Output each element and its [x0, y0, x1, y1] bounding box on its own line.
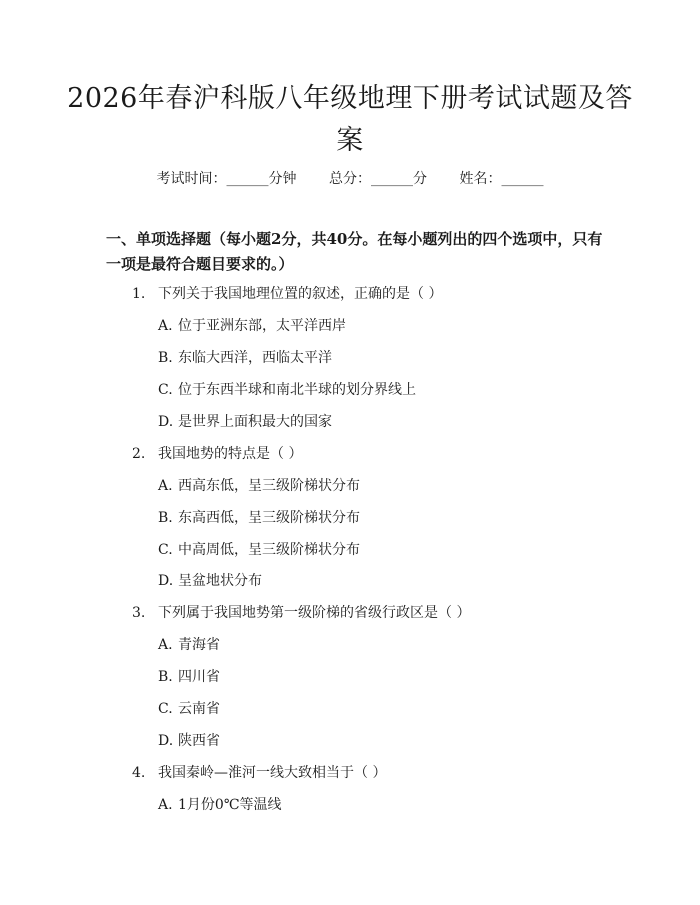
option-letter: D.: [158, 573, 174, 589]
question-number: 2.: [132, 446, 146, 462]
question-3: [132, 602, 470, 622]
question-4: [132, 762, 386, 782]
option-letter: A.: [158, 318, 173, 334]
question-text: 我国地势的特点是（ ）: [158, 446, 303, 462]
option-letter: D.: [158, 733, 174, 749]
question-text: 我国秦岭—淮河一线大致相当于（ ）: [158, 765, 387, 781]
option-letter: A.: [158, 637, 173, 653]
question-3-option-b: [158, 666, 220, 686]
question-1-option-b: [158, 347, 332, 367]
option-letter: B.: [158, 510, 173, 526]
question-number: 4.: [132, 765, 146, 781]
option-text: 呈盆地状分布: [178, 573, 262, 589]
question-1: [132, 283, 442, 303]
question-3-option-d: [158, 730, 220, 750]
exam-info-line: [0, 168, 700, 188]
option-text: 1月份0℃等温线: [178, 797, 282, 813]
option-text: 四川省: [178, 669, 220, 685]
option-text: 是世界上面积最大的国家: [178, 414, 332, 430]
option-letter: C.: [158, 542, 173, 558]
question-1-option-d: [158, 411, 332, 431]
question-number: 3.: [132, 605, 146, 621]
question-3-option-c: [158, 698, 220, 718]
option-text: 西高东低，呈三级阶梯状分布: [178, 478, 360, 494]
option-letter: A.: [158, 797, 173, 813]
student-name-field: 姓名：______: [459, 171, 544, 187]
option-letter: C.: [158, 701, 173, 717]
option-text: 位于亚洲东部，太平洋西岸: [178, 318, 346, 334]
question-1-option-a: [158, 315, 346, 335]
total-score-field: 总分：______分: [329, 171, 427, 187]
option-text: 青海省: [178, 637, 220, 653]
option-letter: B.: [158, 669, 173, 685]
question-2-option-c: [158, 539, 360, 559]
question-3-option-a: [158, 634, 220, 654]
section-heading: 一、单项选择题（每小题2分，共40分。在每小题列出的四个选项中，只有一项是最符合题目要求的。）: [106, 230, 603, 273]
option-text: 东临大西洋，西临太平洋: [178, 350, 332, 366]
option-letter: D.: [158, 414, 174, 430]
option-text: 云南省: [178, 701, 220, 717]
option-letter: C.: [158, 382, 173, 398]
question-2: [132, 443, 302, 463]
question-2-option-b: [158, 507, 360, 527]
exam-time-field: 考试时间：______分钟: [156, 171, 297, 187]
question-text: 下列属于我国地势第一级阶梯的省级行政区是（ ）: [158, 605, 471, 621]
option-text: 东高西低，呈三级阶梯状分布: [178, 510, 360, 526]
question-text: 下列关于我国地理位置的叙述，正确的是（ ）: [158, 286, 443, 302]
question-1-option-c: [158, 379, 416, 399]
option-text: 位于东西半球和南北半球的划分界线上: [178, 382, 416, 398]
question-2-option-a: [158, 475, 360, 495]
option-letter: B.: [158, 350, 173, 366]
question-4-option-a: [158, 794, 281, 814]
option-text: 陕西省: [178, 733, 220, 749]
exam-title: 2026年春沪科版八年级地理下册考试试题及答案: [67, 83, 633, 156]
option-letter: A.: [158, 478, 173, 494]
question-number: 1.: [132, 286, 146, 302]
option-text: 中高周低，呈三级阶梯状分布: [178, 542, 360, 558]
question-2-option-d: [158, 570, 262, 590]
